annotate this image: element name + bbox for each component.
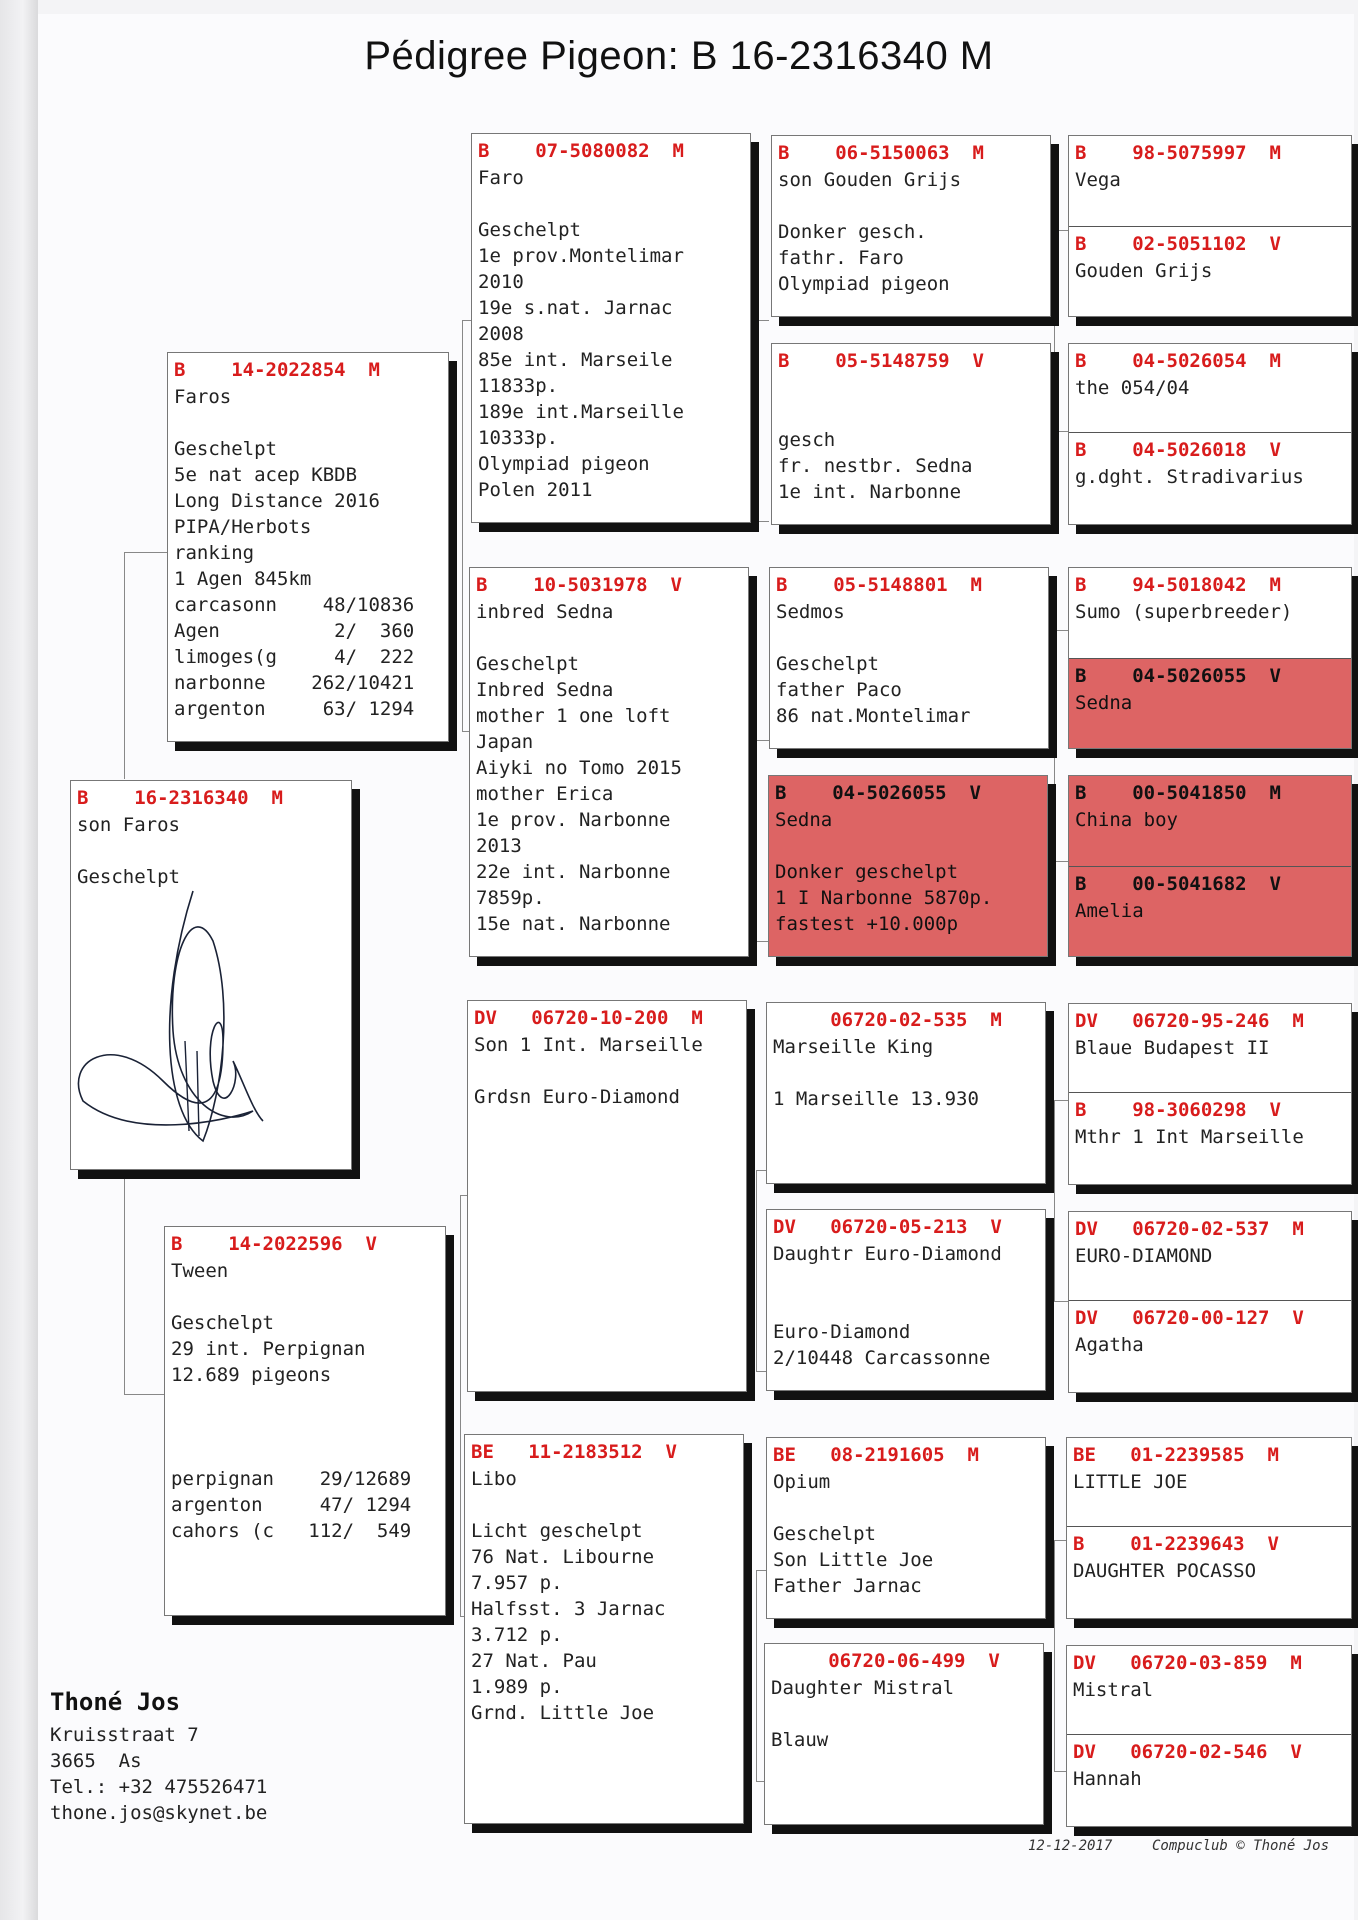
detail-line: fr. nestbr. Sedna — [778, 455, 973, 477]
detail-line: 5e nat acep KBDB — [174, 464, 358, 486]
detail-line — [773, 1293, 1045, 1319]
ring-number: BE 08-2191605 M — [773, 1444, 979, 1466]
detail-line: 2/10448 Carcassonne — [773, 1347, 991, 1369]
connector-line — [1054, 630, 1069, 862]
pigeon-name: Sumo (superbreeder) — [1075, 601, 1293, 623]
detail-line: Euro-Diamond — [773, 1321, 911, 1343]
ring-number: B 01-2239643 V — [1073, 1533, 1279, 1555]
detail-line: 1.989 p. — [471, 1676, 563, 1698]
ancestor-sire — [1069, 1212, 1351, 1269]
ring-number: B 00-5041850 M — [1075, 782, 1281, 804]
grandparent-card — [464, 1434, 744, 1824]
page-title: Pédigree Pigeon: B 16-2316340 M — [364, 34, 994, 78]
pigeon-name — [772, 375, 1050, 401]
detail-line: narbonne 262/10421 — [174, 672, 415, 694]
pigeon-name: Sedna — [775, 809, 833, 831]
detail-line: mother Erica — [476, 783, 614, 805]
detail-line — [171, 1388, 445, 1414]
pigeon-name: Opium — [773, 1471, 831, 1493]
detail-line: 19e s.nat. Jarnac — [478, 297, 673, 319]
detail-line: argenton 47/ 1294 — [171, 1494, 412, 1516]
print-date: 12-12-2017 — [1028, 1838, 1113, 1854]
detail-line: 1 I Narbonne 5870p. — [775, 887, 993, 909]
ring-number: B 02-5051102 V — [1075, 233, 1281, 255]
ring-number: B 05-5148759 V — [778, 350, 984, 372]
detail-line: Polen 2011 — [478, 479, 593, 501]
great-grandparent-card — [764, 1643, 1044, 1825]
great-grandparent-card — [766, 1437, 1046, 1619]
software-credit: Compuclub © Thoné Jos — [1152, 1838, 1330, 1854]
detail-line: ranking — [174, 542, 255, 564]
pigeon-name: Gouden Grijs — [1075, 260, 1213, 282]
ancestor-sire — [1069, 776, 1351, 833]
detail-line: 1 Agen 845km — [174, 568, 312, 590]
pigeon-name: Blaue Budapest II — [1075, 1037, 1270, 1059]
ring-number: B 04-5026055 V — [1075, 665, 1281, 687]
pigeon-name: inbred Sedna — [476, 601, 614, 623]
detail-line: PIPA/Herbots — [174, 516, 312, 538]
ring-number: DV 06720-05-213 V — [773, 1216, 1002, 1238]
detail-line: Geschelpt — [77, 866, 180, 888]
detail-line: Long Distance 2016 — [174, 490, 380, 512]
sheet-protector-edge — [0, 0, 38, 1920]
ancestor-sire — [1069, 1004, 1351, 1061]
detail-line: Geschelpt — [171, 1312, 274, 1334]
detail-line: 2013 — [476, 835, 522, 857]
detail-line: fathr. Faro — [778, 247, 904, 269]
detail-line: Grdsn Euro-Diamond — [474, 1086, 680, 1108]
ring-number: B 06-5150063 M — [778, 142, 984, 164]
ancestor-dam — [1069, 866, 1351, 924]
ring-number: DV 06720-02-537 M — [1075, 1218, 1304, 1240]
pigeon-name: Daughter Mistral — [771, 1677, 955, 1699]
ancestor-pair-card — [1068, 1211, 1352, 1393]
detail-line: Halfsst. 3 Jarnac — [471, 1598, 666, 1620]
detail-line: Geschelpt — [478, 219, 581, 241]
subject-card — [70, 780, 352, 1170]
pigeon-name: Tween — [171, 1260, 229, 1282]
detail-line: 27 Nat. Pau — [471, 1650, 597, 1672]
detail-line: mother 1 one loft — [476, 705, 671, 727]
ancestor-pair-card — [1068, 135, 1352, 317]
pigeon-name: Hannah — [1073, 1768, 1142, 1790]
ancestor-pair-card — [1068, 567, 1352, 749]
detail-line: fastest +10.000p — [775, 913, 959, 935]
pigeon-name: Faro — [478, 167, 524, 189]
detail-line: gesch — [778, 429, 836, 451]
detail-line: Japan — [476, 731, 534, 753]
pigeon-name: g.dght. Stradivarius — [1075, 466, 1304, 488]
ancestor-sire — [1067, 1646, 1351, 1703]
ring-number: B 14-2022854 M — [174, 359, 380, 381]
detail-line: 86 nat.Montelimar — [776, 705, 971, 727]
pigeon-name: Mistral — [1073, 1679, 1154, 1701]
detail-line: 85e int. Marseile — [478, 349, 673, 371]
owner-street: Kruisstraat 7 — [50, 1724, 199, 1746]
ring-number: B 04-5026018 V — [1075, 439, 1281, 461]
great-grandparent-card — [769, 567, 1049, 749]
ancestor-pair-card — [1068, 1003, 1352, 1185]
ring-number: DV 06720-02-546 V — [1073, 1741, 1302, 1763]
pigeon-name: Vega — [1075, 169, 1121, 191]
grandparent-card — [467, 1000, 747, 1392]
grandparent-card — [469, 567, 749, 957]
ancestor-sire — [1069, 568, 1351, 625]
owner-signature — [73, 881, 273, 1151]
ancestor-pair-card — [1068, 343, 1352, 525]
ring-number: DV 06720-95-246 M — [1075, 1010, 1304, 1032]
ring-number: B 10-5031978 V — [476, 574, 682, 596]
detail-line: 1e prov.Montelimar — [478, 245, 684, 267]
pigeon-name: Sedna — [1075, 692, 1133, 714]
ancestor-pair-card-highlighted — [1068, 775, 1352, 957]
mother-card — [164, 1226, 446, 1616]
detail-line: Geschelpt — [776, 653, 879, 675]
pigeon-name: the 054/04 — [1075, 377, 1190, 399]
connector-line — [124, 552, 169, 779]
detail-line: perpignan 29/12689 — [171, 1468, 412, 1490]
detail-line: Agen 2/ 360 — [174, 620, 415, 642]
pigeon-name: son Faros — [77, 814, 180, 836]
detail-line: Geschelpt — [476, 653, 579, 675]
ancestor-dam — [1069, 432, 1351, 490]
detail-line: 2008 — [478, 323, 524, 345]
connector-line — [1054, 1100, 1069, 1302]
detail-line: Son Little Joe — [773, 1549, 934, 1571]
ring-number: BE 01-2239585 M — [1073, 1444, 1279, 1466]
detail-line: 11833p. — [478, 375, 559, 397]
great-grandparent-card-highlighted — [768, 775, 1048, 957]
owner-phone: Tel.: +32 475526471 — [50, 1776, 268, 1798]
ring-number: B 04-5026055 V — [775, 782, 981, 804]
ring-number: B 04-5026054 M — [1075, 350, 1281, 372]
great-grandparent-card — [766, 1002, 1046, 1184]
ring-number: B 07-5080082 M — [478, 140, 684, 162]
ancestor-pair-card — [1066, 1437, 1352, 1619]
ancestor-dam — [1067, 1526, 1351, 1584]
pigeon-name: Agatha — [1075, 1334, 1144, 1356]
pigeon-name: Faros — [174, 386, 232, 408]
detail-line: Olympiad pigeon — [478, 453, 650, 475]
ring-number: DV 06720-00-127 V — [1075, 1307, 1304, 1329]
detail-line: Geschelpt — [773, 1523, 876, 1545]
detail-line: Donker gesch. — [778, 221, 927, 243]
pigeon-name: LITTLE JOE — [1073, 1471, 1188, 1493]
pigeon-name: DAUGHTER POCASSO — [1073, 1560, 1257, 1582]
detail-line: 15e nat. Narbonne — [476, 913, 671, 935]
connector-line — [124, 1168, 165, 1395]
detail-line: Licht geschelpt — [471, 1520, 643, 1542]
great-grandparent-card — [771, 135, 1051, 317]
great-grandparent-card — [766, 1209, 1046, 1391]
detail-line: cahors (c 112/ 549 — [171, 1520, 412, 1542]
detail-line: father Paco — [776, 679, 902, 701]
owner-name: Thoné Jos — [50, 1688, 181, 1716]
detail-line: Blauw — [771, 1729, 829, 1751]
detail-line: 29 int. Perpignan — [171, 1338, 366, 1360]
detail-line: 10333p. — [478, 427, 559, 449]
detail-line: Donker geschelpt — [775, 861, 959, 883]
ring-number: B 16-2316340 M — [77, 787, 283, 809]
ring-number: B 14-2022596 V — [171, 1233, 377, 1255]
ring-number: B 94-5018042 M — [1075, 574, 1281, 596]
detail-line: 1e prov. Narbonne — [476, 809, 671, 831]
ring-number: B 98-5075997 M — [1075, 142, 1281, 164]
detail-line: limoges(g 4/ 222 — [174, 646, 415, 668]
ring-number: 06720-06-499 V — [771, 1650, 1000, 1672]
detail-line: 7.957 p. — [471, 1572, 563, 1594]
detail-line: 2010 — [478, 271, 524, 293]
detail-line: 76 Nat. Libourne — [471, 1546, 655, 1568]
father-card — [167, 352, 449, 742]
connector-line — [756, 320, 769, 522]
detail-line: carcasonn 48/10836 — [174, 594, 415, 616]
ring-number: BE 11-2183512 V — [471, 1441, 677, 1463]
pigeon-name: EURO-DIAMOND — [1075, 1245, 1213, 1267]
ring-number: B 98-3060298 V — [1075, 1099, 1281, 1121]
detail-line: 1 Marseille 13.930 — [773, 1088, 979, 1110]
ancestor-sire — [1069, 344, 1351, 401]
pigeon-name: Daughtr Euro-Diamond — [773, 1243, 1002, 1265]
connector-line — [1054, 230, 1069, 432]
ancestor-pair-card — [1066, 1645, 1352, 1827]
detail-line: Inbred Sedna — [476, 679, 614, 701]
detail-line: 22e int. Narbonne — [476, 861, 671, 883]
ring-number: DV 06720-03-859 M — [1073, 1652, 1302, 1674]
owner-email[interactable]: thone.jos@skynet.be — [50, 1802, 268, 1824]
grandparent-card — [471, 133, 751, 523]
ring-number: B 05-5148801 M — [776, 574, 982, 596]
detail-line: argenton 63/ 1294 — [174, 698, 415, 720]
detail-line: Aiyki no Tomo 2015 — [476, 757, 682, 779]
detail-line: Grnd. Little Joe — [471, 1702, 655, 1724]
ring-number: 06720-02-535 M — [773, 1009, 1002, 1031]
ring-number: DV 06720-10-200 M — [474, 1007, 703, 1029]
detail-line: 3.712 p. — [471, 1624, 563, 1646]
pigeon-name: son Gouden Grijs — [778, 169, 962, 191]
ancestor-dam — [1069, 226, 1351, 284]
pigeon-name: Mthr 1 Int Marseille — [1075, 1126, 1304, 1148]
pigeon-name: Libo — [471, 1468, 517, 1490]
ancestor-dam-highlighted — [1069, 658, 1351, 748]
ancestor-dam — [1067, 1734, 1351, 1792]
ancestor-sire — [1067, 1438, 1351, 1495]
detail-line: Father Jarnac — [773, 1575, 922, 1597]
detail-line: Olympiad pigeon — [778, 273, 950, 295]
pigeon-name: Sedmos — [776, 601, 845, 623]
pigeon-name: China boy — [1075, 809, 1178, 831]
pigeon-name: Son 1 Int. Marseille — [474, 1034, 703, 1056]
detail-line: Geschelpt — [174, 438, 277, 460]
detail-line: 7859p. — [476, 887, 545, 909]
great-grandparent-card — [771, 343, 1051, 525]
ancestor-sire — [1069, 136, 1351, 193]
detail-line: 1e int. Narbonne — [778, 481, 962, 503]
detail-line: 12.689 pigeons — [171, 1364, 332, 1386]
owner-city: 3665 As — [50, 1750, 142, 1772]
pigeon-name: Marseille King — [773, 1036, 934, 1058]
detail-line: 189e int.Marseille — [478, 401, 684, 423]
pigeon-name: Amelia — [1075, 900, 1144, 922]
ancestor-dam — [1069, 1300, 1351, 1358]
ring-number: B 00-5041682 V — [1075, 873, 1281, 895]
detail-line — [171, 1440, 445, 1466]
ancestor-dam — [1069, 1092, 1351, 1150]
detail-line — [171, 1414, 445, 1440]
